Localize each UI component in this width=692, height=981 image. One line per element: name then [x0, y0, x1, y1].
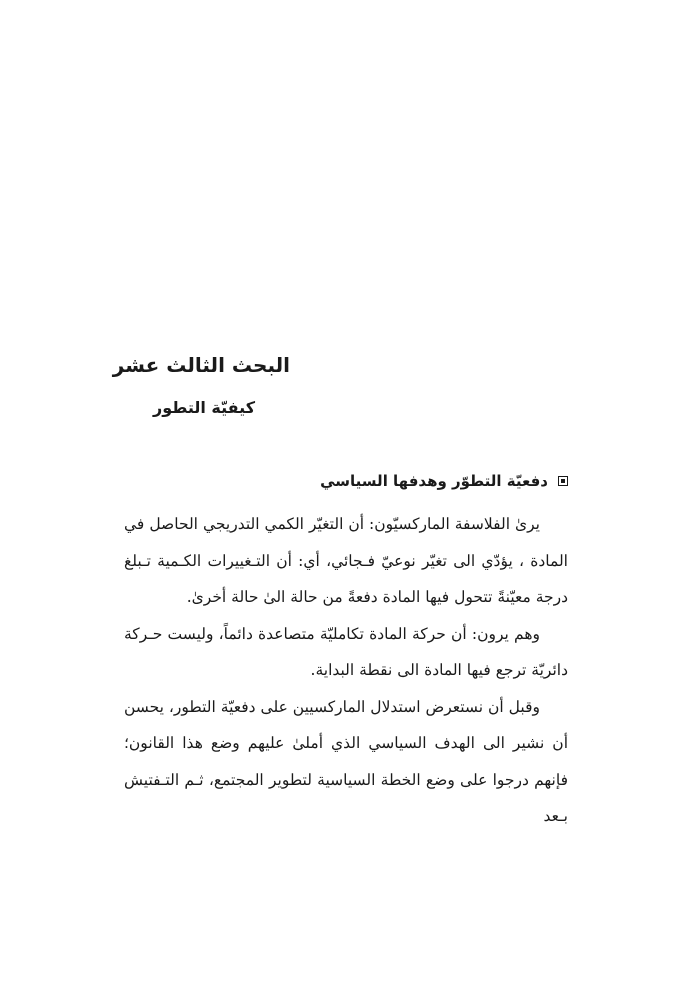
section-heading-text: دفعيّة التطوّر وهدفها السياسي — [320, 472, 548, 490]
section-heading — [320, 469, 568, 493]
square-bullet-icon — [558, 476, 568, 486]
paragraph: وقبل أن نستعرض استدلال الماركسيين على دفعيّة التطور، يحسن أن نشير الى الهدف السياسي الذي أملىٰ عليهم وضع هذا القانون؛ فإنهم درجوا على وضع الخطة السياسية لتطوير المجتمع، ثـم التـفتيش بـعد — [124, 697, 569, 825]
chapter-title: البحث الثالث عشر — [112, 353, 290, 377]
chapter-subtitle: كيفيّة التطور — [152, 398, 255, 417]
paragraph: يرىٰ الفلاسفة الماركسيّون: أن التغيّر الكمي التدريجي الحاصل في المادة ، يؤدّي الى تغيّر نوعيّ فـجائي، أي: أن التـغييرات الكـمية تـبلغ درجة معيّنةً تتحول فيها المادة دفعةً من حالة الىٰ حالة أخرىٰ. — [124, 515, 568, 606]
paragraph: وهم يرون: أن حركة المادة تكامليّة متصاعدة دائماً، وليست حـركة دائريّة ترجع فيها المادة الى نقطة البداية. — [124, 624, 568, 679]
body-text — [124, 506, 568, 835]
